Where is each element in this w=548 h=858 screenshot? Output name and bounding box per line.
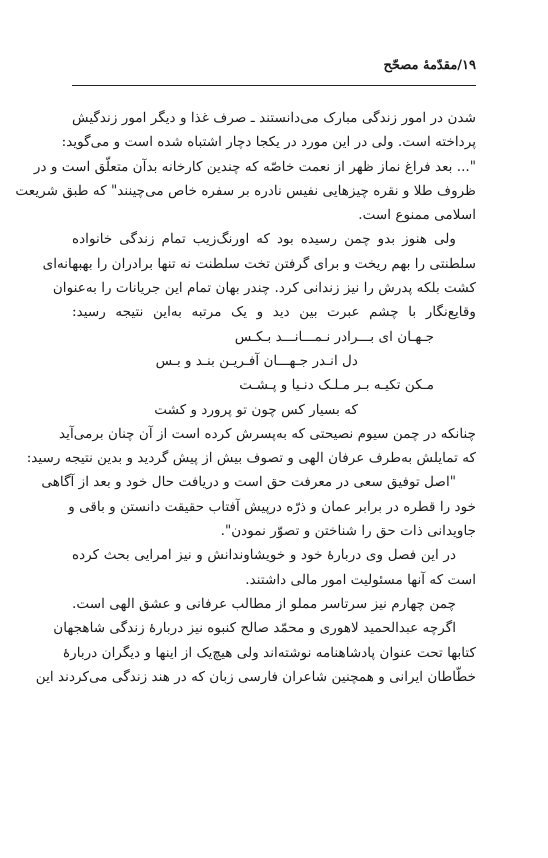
- text-line: کشت بلکه پدرش را نیز زندانی کرد. چندر بهان تمام این جریانات را به‌عنوان: [52, 280, 476, 297]
- verse-line: که بسیار کس چون تو پرورد و کشت: [154, 401, 358, 418]
- text-line: شدن در امور زندگی مبارک می‌دانستند ـ صرف غذا و دیگر امور زندگیش: [72, 110, 476, 126]
- text-line: اسلامی ممنوع است.: [358, 207, 476, 224]
- running-head: ۱۹/مقدّمهٔ مصحّح: [383, 58, 476, 73]
- text-line: خطّاطان ایرانی و همچنین شاعران فارسی زبان که در هند زندگی می‌کردند این: [35, 668, 476, 685]
- text-line: در این فصل وی دربارهٔ خود و خویشاوندانش و نیز امرایی بحث کرده: [72, 547, 456, 564]
- page-body: [15, 106, 476, 689]
- verse-line: جـهـان ای بـــرادر نـمـــانـــد بـکـس: [234, 328, 434, 345]
- text-line: ظروف طلا و نقره چیزهایی نفیس نادره بر سفره خاص می‌چینند" که طبق شریعت: [15, 182, 476, 199]
- text-line: اگرچه عبدالحمید لاهوری و محمّد صالح کنبوه نیز دربارهٔ زندگی شاهجهان: [53, 620, 456, 637]
- header-rule: [72, 85, 476, 86]
- verse-line: دل انـدر جـهـــان آفـریـن بنـد و بـس: [155, 352, 358, 369]
- text-line: کتابها تحت عنوان پادشاهنامه نوشته‌اند ولی هیچ‌یک از اینها و دیگران دربارهٔ: [63, 644, 476, 661]
- text-line: سلطنتی را بهم ریخت و برای گرفتن تخت سلطنت نه تنها برادران را بهبهانه‌ای: [42, 255, 476, 272]
- text-line: "... بعد فراغ نماز ظهر از نعمت خاصّه که چندین کارخانه بدآن متعلّق است و در: [33, 158, 476, 175]
- text-line: جاویدانی ذات حق را شناختن و تصوّر نمودن".: [220, 523, 476, 540]
- text-line: خود را قطره در برابر عمان و ذرّه درپیش آفتاب حقیقت دانستن و باقی و: [68, 498, 476, 515]
- text-line: وقایع‌نگار با چشم عبرت بین دید و یک مرتبه به‌این نتیجه رسید:: [72, 304, 476, 321]
- verse-line: مـکن تکیـه بـر مـلـک دنـیا و پـشـت: [239, 377, 434, 394]
- text-line: "اصل توفیق سعی در معرفت حق است و دریافت حال خود و بعد از آگاهی: [41, 474, 456, 491]
- text-line: که تمایلش به‌طرف عرفان الهی و تصوف بیش از پیش گردید و بدین نتیجه رسید:: [26, 450, 476, 467]
- text-line: چنانکه در چمن سیوم نصیحتی که به‌پسرش کرده است از آن چنان برمی‌آید: [59, 425, 476, 442]
- text-line: ولی هنوز بدو چمن رسیده بود که اورنگ‌زیب تمام زندگی خانواده: [72, 231, 456, 248]
- text-line: چمن چهارم نیز سرتاسر مملو از مطالب عرفانی و عشق الهی است.: [72, 595, 456, 612]
- text-line: است که آنها مسئولیت امور مالی داشتند.: [245, 571, 476, 588]
- text-line: پرداخته است. ولی در این مورد در یکجا دچار اشتباه شده است و می‌گوید:: [61, 134, 476, 151]
